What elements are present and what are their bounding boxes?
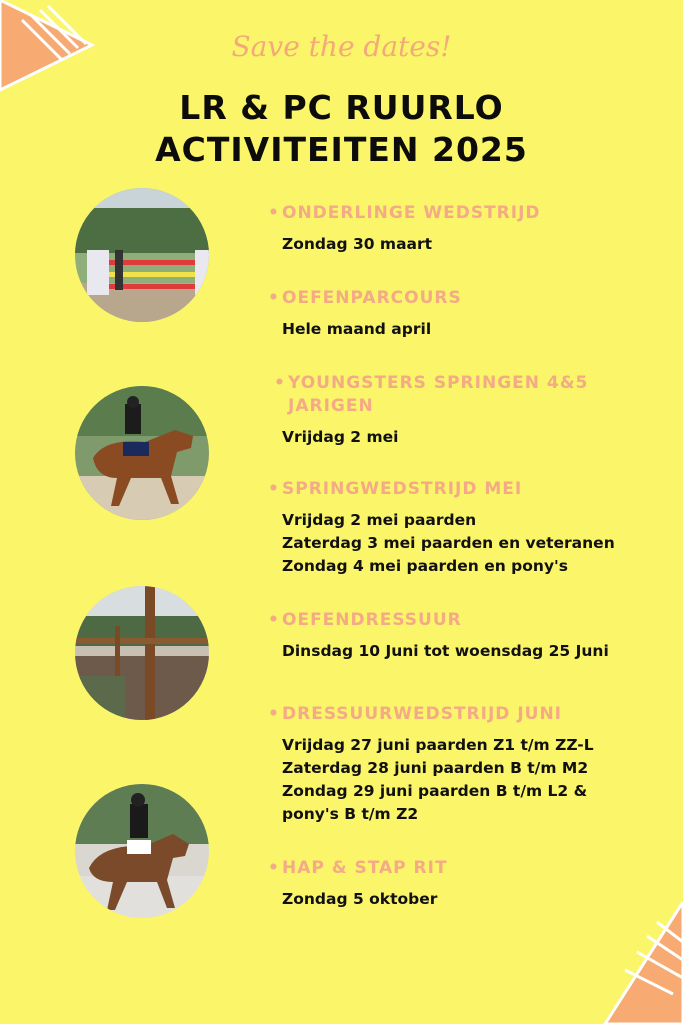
event-title: ONDERLINGE WEDSTRIJD [282, 203, 541, 223]
tagline: Save the dates! [231, 30, 452, 63]
event-springwedstrijd-mei [268, 478, 668, 578]
photo-dressage-arena [75, 586, 209, 720]
event-title: YOUNGSTERS SPRINGEN 4&5 JARIGEN [288, 373, 589, 416]
event-youngsters-springen [274, 372, 604, 449]
event-date: Vrijdag 27 juni paarden Z1 t/m ZZ-L [282, 736, 594, 754]
photo-young-horse-jumping [75, 386, 209, 520]
event-onderlinge-wedstrijd [268, 202, 668, 256]
event-oefenparcours [268, 287, 668, 341]
bullet-dot: • [268, 203, 280, 223]
corner-triangle-bottom-right [595, 902, 683, 1024]
event-dressuurwedstrijd-juni [268, 703, 668, 826]
page-title-line2: ACTIVITEITEN 2025 [155, 130, 528, 169]
event-date: Hele maand april [282, 320, 432, 338]
event-date: Zaterdag 3 mei paarden en veteranen [282, 534, 615, 552]
event-title: OEFENDRESSUUR [282, 610, 462, 630]
page-title-line1: LR & PC RUURLO [179, 88, 504, 127]
bullet-dot: • [268, 858, 280, 878]
photo-show-jumping-obstacle [75, 188, 209, 322]
event-title: HAP & STAP RIT [282, 858, 448, 878]
event-date: Zondag 29 juni paarden B t/m L2 & [282, 782, 588, 800]
event-date: Zondag 4 mei paarden en pony's [282, 557, 569, 575]
bullet-dot: • [268, 479, 280, 499]
event-title: SPRINGWEDSTRIJD MEI [282, 479, 523, 499]
event-oefendressuur [268, 609, 668, 663]
event-date: Dinsdag 10 Juni tot woensdag 25 Juni [282, 642, 609, 660]
event-date: Zondag 30 maart [282, 235, 433, 253]
event-date: Zondag 5 oktober [282, 890, 438, 908]
event-title: OEFENPARCOURS [282, 288, 462, 308]
bullet-dot: • [274, 373, 286, 393]
event-date: pony's B t/m Z2 [282, 805, 419, 823]
event-hap-stap-rit [268, 857, 668, 911]
event-date: Vrijdag 2 mei [282, 428, 399, 446]
bullet-dot: • [268, 288, 280, 308]
event-title: DRESSUURWEDSTRIJD JUNI [282, 704, 563, 724]
event-date: Zaterdag 28 juni paarden B t/m M2 [282, 759, 589, 777]
bullet-dot: • [268, 610, 280, 630]
bullet-dot: • [268, 704, 280, 724]
event-date: Vrijdag 2 mei paarden [282, 511, 477, 529]
photo-dressage-rider [75, 784, 209, 918]
